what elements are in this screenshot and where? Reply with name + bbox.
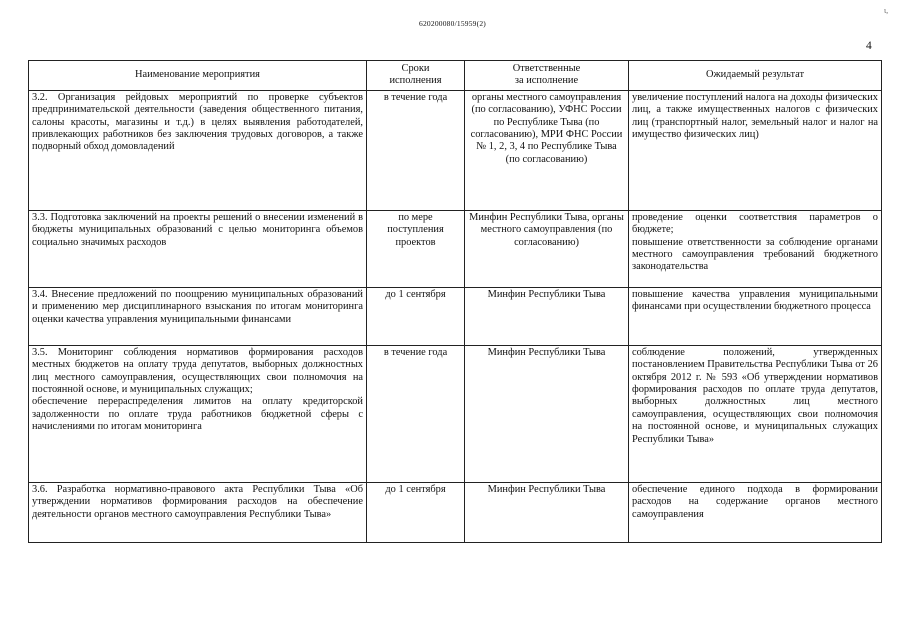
row-3-6-result: обеспечение единого подхода в формировании расходов на содержание органов местного самоуправления <box>629 482 882 542</box>
row-3-6-deadline: до 1 сентября <box>367 482 465 542</box>
row-3-5-result: соблюдение положений, утвержденных постановлением Правительства Республики Тыва от 26 октября 2012 г. № 593 «Об утверждении нормативов формирования расходов по оплате труда депутатов, выборных должностных лиц местного самоуправления, осуществляющих свои полномочия на постоянной основе, и муниципальных служащих Республики Тыва» <box>629 345 882 482</box>
row-3-2-result: увеличение поступлений налога на доходы физических лиц, а также имущественных налогов с физических лиц (транспортный налог, земельный налог и налог на имущество физических лиц) <box>629 90 882 210</box>
header-responsible <box>465 61 629 91</box>
row-3-4-responsible: Минфин Республики Тыва <box>465 287 629 345</box>
row-3-3-responsible: Минфин Республики Тыва, органы местного самоуправления (по согласованию) <box>465 210 629 287</box>
row-3-5-responsible: Минфин Республики Тыва <box>465 345 629 482</box>
table-row <box>29 210 882 287</box>
row-3-6-responsible: Минфин Республики Тыва <box>465 482 629 542</box>
header-deadline <box>367 61 465 91</box>
row-3-4-result: повышение качества управления муниципальными финансами при осуществлении бюджетного процесса <box>629 287 882 345</box>
header-name: Наименование мероприятия <box>29 61 367 91</box>
header-result: Ожидаемый результат <box>629 61 882 91</box>
header-deadline-line-2: исполнения <box>389 75 442 87</box>
header-responsible-line-2: за исполнение <box>514 75 579 87</box>
row-3-3-result <box>629 210 882 287</box>
table-row <box>29 90 882 210</box>
table-row <box>29 287 882 345</box>
row-3-3-deadline: по мере поступления проектов <box>367 210 465 287</box>
row-3-5-name-part-1: 3.5. Мониторинг соблюдения нормативов формирования расходов местных бюджетов на оплату труда депутатов, выборных должностных лиц местного самоуправления, осуществляющих свои полномочия на постоянной основе, и муниципальных служащих; <box>32 346 363 396</box>
row-3-5-name-part-2: обеспечение перераспределения лимитов на оплату кредиторской задолженности по оплате труда работников бюджетной сферы с начислениями по итогам мониторинга <box>32 396 363 433</box>
header-responsible-line-1: Ответственные <box>512 63 581 74</box>
row-3-4-name: 3.4. Внесение предложений по поощрению муниципальных образований и применению мер дисциплинарного взыскания по итогам мониторинга оценки качества управления муниципальными финансами <box>29 287 367 345</box>
row-3-3-result-part-1: проведение оценки соответствия параметров о бюджете; <box>632 211 878 236</box>
row-3-2-name: 3.2. Организация рейдовых мероприятий по проверке субъектов предпринимательской деятельности (заведения общественного питания, салоны красоты, магазины и т.д.) в целях выявления работодателей, привлекающих работников без заключения трудовых договоров, а также подворный обход домовладений <box>29 90 367 210</box>
header-deadline-line-1: Сроки <box>401 63 430 74</box>
row-3-3-name: 3.3. Подготовка заключений на проекты решений о внесении изменений в бюджеты муниципальных образований с целью мониторинга объемов социально значимых расходов <box>29 210 367 287</box>
row-3-2-deadline: в течение года <box>367 90 465 210</box>
table-header-row <box>29 61 882 91</box>
corner-mark: ɩ, <box>884 6 889 15</box>
table-row <box>29 345 882 482</box>
row-3-3-result-part-2: повышение ответственности за соблюдение органами местного самоуправления требований бюджетного законодательства <box>632 236 878 273</box>
row-3-4-deadline: до 1 сентября <box>367 287 465 345</box>
row-3-5-deadline: в течение года <box>367 345 465 482</box>
table-row <box>29 482 882 542</box>
row-3-5-name <box>29 345 367 482</box>
activities-table <box>28 60 882 543</box>
document-number: 620200080/15959(2) <box>419 19 486 28</box>
row-3-2-responsible: органы местного самоуправления (по согласованию), УФНС России по Республике Тыва (по согласованию), МРИ ФНС России № 1, 2, 3, 4 по Республике Тыва (по согласованию) <box>465 90 629 210</box>
page-number: 4 <box>866 40 872 52</box>
row-3-6-name: 3.6. Разработка нормативно-правового акта Республики Тыва «Об утверждении нормативов формирования расходов на обеспечение деятельности органов местного самоуправления Республики Тыва» <box>29 482 367 542</box>
